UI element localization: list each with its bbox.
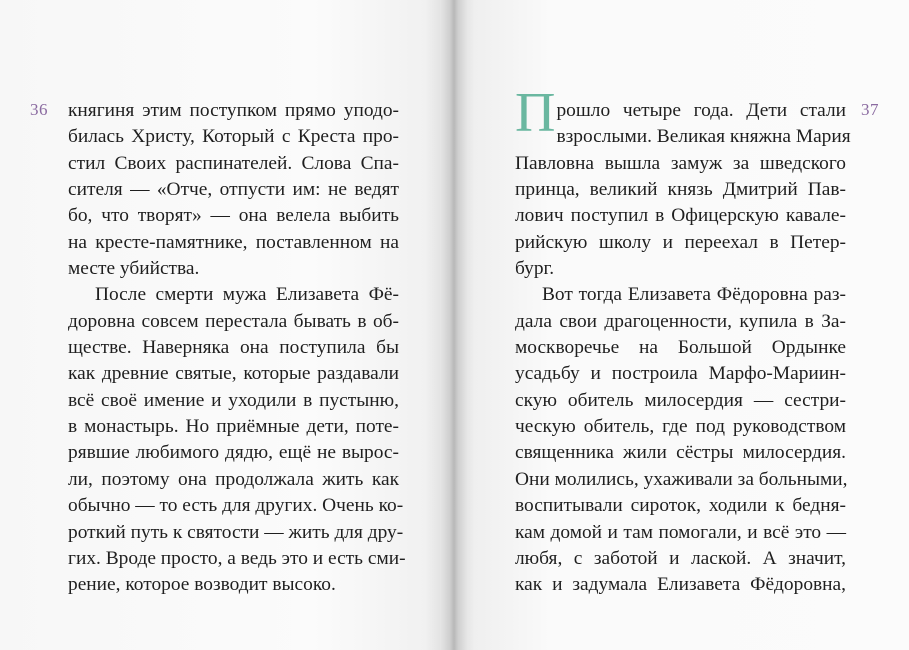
text-line: рошло четыре года. Дети стали bbox=[556, 100, 846, 121]
text-line: После смерти мужа Елизавета Фё- bbox=[95, 284, 399, 306]
left-page-text bbox=[68, 98, 406, 599]
text-line: взрослыми. Великая княжна Мария bbox=[556, 126, 851, 148]
text-line: Вот тогда Елизавета Фёдоровна раз- bbox=[542, 284, 846, 306]
page-number-left: 36 bbox=[30, 100, 48, 119]
text-line: любя, с заботой и лаской. А значит, bbox=[515, 547, 846, 569]
text-line: в монастырь. Но приёмные дети, поте- bbox=[68, 416, 399, 438]
right-page-text bbox=[515, 82, 851, 599]
text-line: рение, которое возводит высоко. bbox=[68, 574, 336, 596]
page-number-right: 37 bbox=[861, 100, 879, 119]
text-line: обычно — то есть для других. Очень ко- bbox=[68, 495, 404, 517]
text-line: принца, великий князь Дмитрий Пав- bbox=[515, 179, 846, 201]
text-line: доровна совсем перестала бывать в об- bbox=[68, 310, 399, 332]
drop-cap-letter: П bbox=[515, 82, 556, 144]
text-line: москворечье на Большой Ордынке bbox=[515, 337, 846, 359]
text-line: на кресте-памятнике, поставленном на bbox=[68, 231, 399, 253]
text-line: кам домой и там помогали, и всё это — bbox=[515, 521, 846, 543]
text-line: стил Своих распинателей. Слова Спа- bbox=[68, 152, 399, 174]
text-line: как древние святые, которые раздавали bbox=[68, 363, 399, 385]
text-line: бург. bbox=[515, 258, 555, 280]
text-line: ществе. Наверняка она поступила бы bbox=[68, 337, 399, 359]
text-line: рявшие любимого дядю, ещё не вырос- bbox=[68, 442, 399, 464]
text-line: рийскую школу и переехал в Петер- bbox=[515, 231, 846, 253]
text-line: скую обитель милосердия — сестри- bbox=[515, 389, 846, 411]
text-line: Павловна вышла замуж за шведского bbox=[515, 152, 846, 174]
text-line: как и задумала Елизавета Фёдоровна, bbox=[515, 574, 846, 596]
text-line: ческую обитель, где под руководством bbox=[515, 416, 846, 438]
text-line: священника жили сёстры милосердия. bbox=[515, 442, 846, 464]
text-line: ли, поэтому она продолжала жить как bbox=[68, 468, 399, 490]
text-line: гих. Вроде просто, а ведь это и есть сми- bbox=[68, 547, 406, 569]
book-gutter bbox=[440, 0, 468, 650]
text-line: усадьбу и построила Марфо-Мариин- bbox=[515, 363, 846, 385]
text-line: месте убийства. bbox=[68, 258, 200, 280]
text-line: дала свои драгоценности, купила в За- bbox=[515, 310, 846, 332]
text-line: княгиня этим поступком прямо уподо- bbox=[68, 100, 399, 121]
text-line: билась Христу, Который с Креста про- bbox=[68, 126, 399, 148]
text-line: сителя — «Отче, отпусти им: не ведят bbox=[68, 179, 399, 201]
text-line: бо, что творят» — она велела выбить bbox=[68, 205, 399, 227]
text-line: Они молились, ухаживали за больными, bbox=[515, 468, 848, 490]
text-line: всё своё имение и уходили в пустыню, bbox=[68, 389, 399, 411]
text-line: лович поступил в Офицерскую кавале- bbox=[515, 205, 846, 227]
text-line: воспитывали сироток, ходили к бедня- bbox=[515, 495, 846, 517]
text-line: роткий путь к святости — жить для дру- bbox=[68, 521, 404, 543]
